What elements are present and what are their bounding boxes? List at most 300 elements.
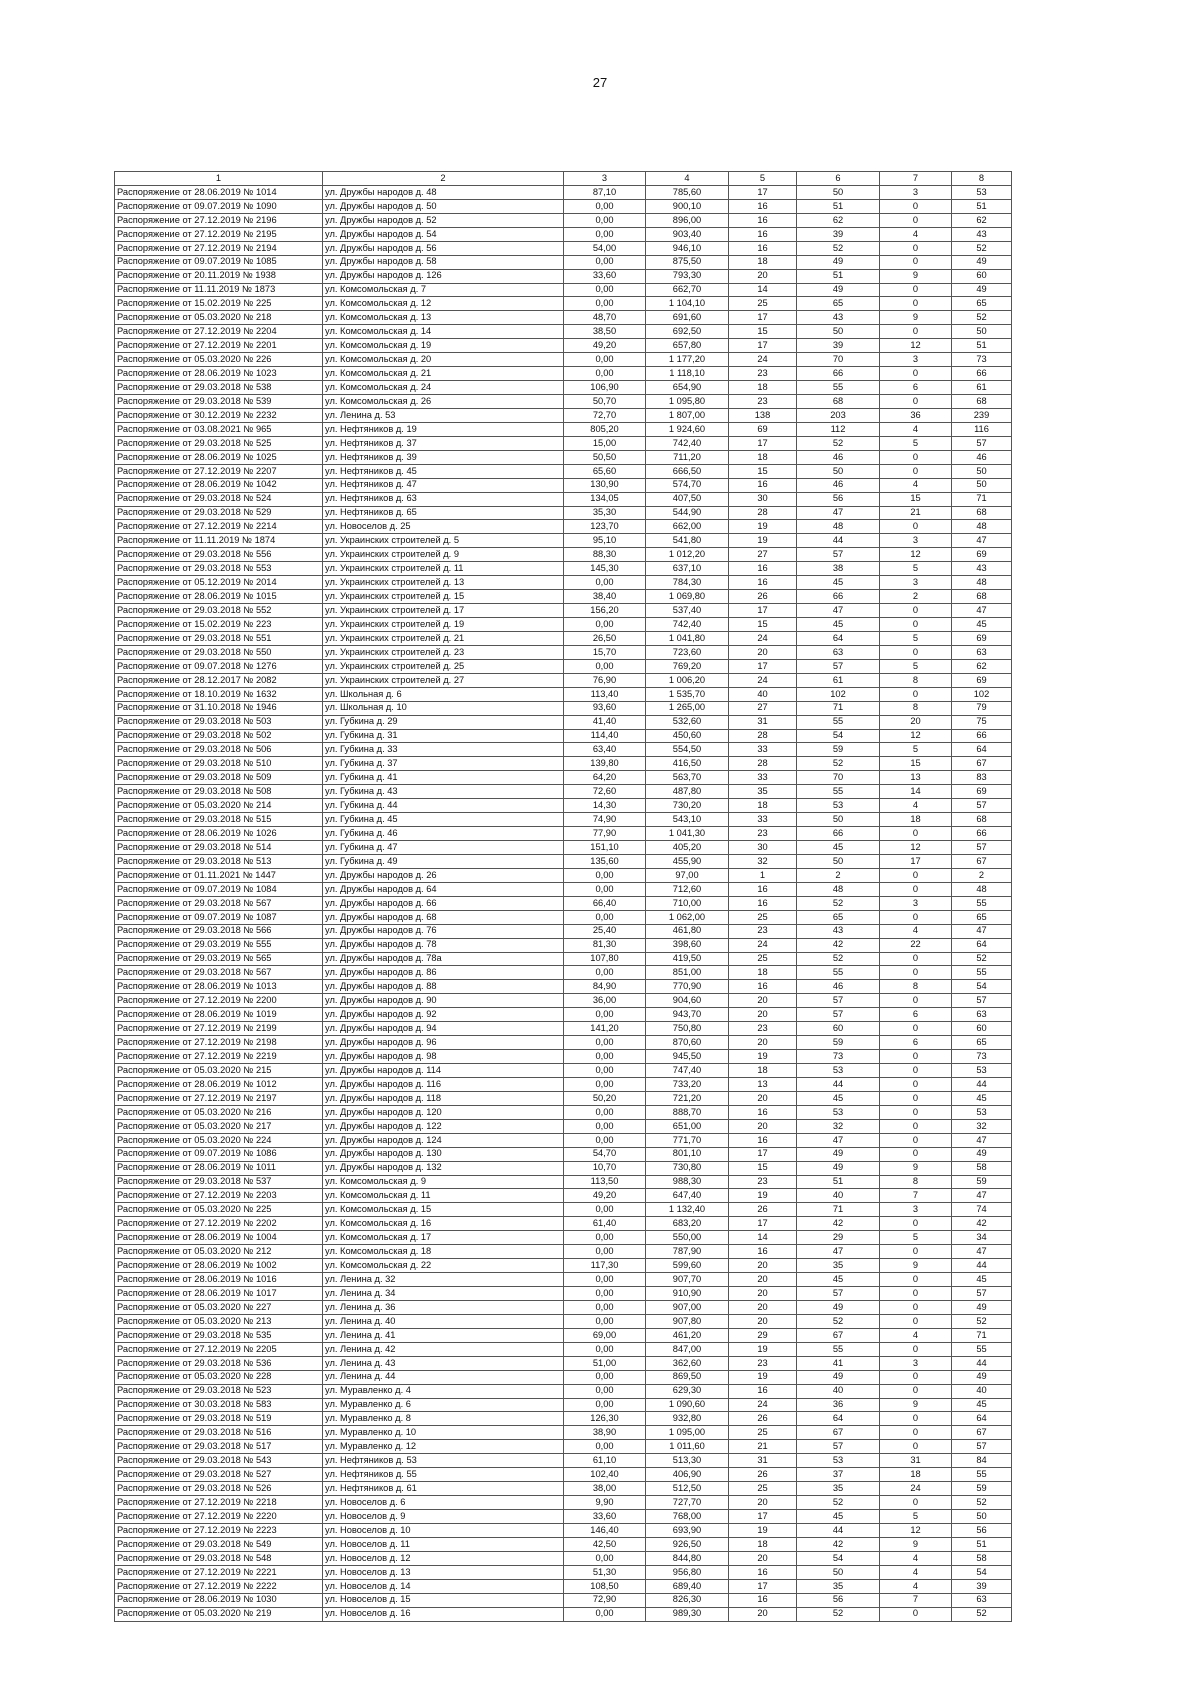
document-cell: Распоряжение от 27.12.2019 № 2201 [115, 339, 323, 353]
value-cell-7: 0 [880, 464, 952, 478]
address-cell: ул. Губкина д. 31 [323, 729, 564, 743]
value-cell-8: 46 [952, 450, 1012, 464]
value-cell-4: 554,50 [646, 743, 729, 757]
document-cell: Распоряжение от 28.06.2019 № 1015 [115, 590, 323, 604]
value-cell-7: 0 [880, 450, 952, 464]
value-cell-7: 5 [880, 436, 952, 450]
value-cell-4: 654,90 [646, 381, 729, 395]
document-cell: Распоряжение от 29.03.2018 № 566 [115, 924, 323, 938]
document-cell: Распоряжение от 05.03.2020 № 217 [115, 1119, 323, 1133]
value-cell-8: 47 [952, 1245, 1012, 1259]
value-cell-8: 49 [952, 1370, 1012, 1384]
value-cell-6: 50 [797, 325, 880, 339]
document-cell: Распоряжение от 09.07.2019 № 1086 [115, 1147, 323, 1161]
table-row [115, 464, 1012, 478]
value-cell-4: 1 069,80 [646, 590, 729, 604]
value-cell-5: 20 [729, 269, 797, 283]
value-cell-7: 0 [880, 1050, 952, 1064]
value-cell-6: 46 [797, 980, 880, 994]
document-cell: Распоряжение от 29.03.2019 № 555 [115, 938, 323, 952]
value-cell-7: 0 [880, 1245, 952, 1259]
document-cell: Распоряжение от 28.06.2019 № 1002 [115, 1259, 323, 1273]
value-cell-3: 0,00 [564, 255, 646, 269]
value-cell-4: 416,50 [646, 757, 729, 771]
value-cell-8: 71 [952, 492, 1012, 506]
value-cell-5: 26 [729, 590, 797, 604]
value-cell-4: 907,70 [646, 1273, 729, 1287]
value-cell-4: 1 006,20 [646, 673, 729, 687]
value-cell-6: 32 [797, 1119, 880, 1133]
value-cell-8: 73 [952, 1050, 1012, 1064]
table-row [115, 492, 1012, 506]
value-cell-8: 52 [952, 241, 1012, 255]
value-cell-7: 0 [880, 520, 952, 534]
value-cell-4: 1 095,80 [646, 395, 729, 409]
value-cell-4: 541,80 [646, 534, 729, 548]
value-cell-7: 0 [880, 966, 952, 980]
document-cell: Распоряжение от 29.03.2018 № 552 [115, 604, 323, 618]
value-cell-4: 956,80 [646, 1565, 729, 1579]
value-cell-7: 4 [880, 1328, 952, 1342]
value-cell-3: 95,10 [564, 534, 646, 548]
document-cell: Распоряжение от 29.03.2018 № 551 [115, 631, 323, 645]
table-row [115, 422, 1012, 436]
table-row [115, 1064, 1012, 1078]
value-cell-4: 461,20 [646, 1328, 729, 1342]
value-cell-8: 64 [952, 938, 1012, 952]
table-row [115, 631, 1012, 645]
value-cell-7: 8 [880, 673, 952, 687]
document-cell: Распоряжение от 27.12.2019 № 2202 [115, 1217, 323, 1231]
table-row [115, 1510, 1012, 1524]
value-cell-6: 36 [797, 1398, 880, 1412]
value-cell-3: 38,40 [564, 590, 646, 604]
address-cell: ул. Дружбы народов д. 68 [323, 910, 564, 924]
value-cell-5: 18 [729, 799, 797, 813]
value-cell-3: 0,00 [564, 659, 646, 673]
address-cell: ул. Новоселов д. 14 [323, 1579, 564, 1593]
value-cell-3: 113,50 [564, 1175, 646, 1189]
value-cell-7: 5 [880, 562, 952, 576]
value-cell-5: 28 [729, 757, 797, 771]
value-cell-7: 0 [880, 1440, 952, 1454]
value-cell-3: 0,00 [564, 1008, 646, 1022]
value-cell-8: 53 [952, 185, 1012, 199]
document-cell: Распоряжение от 09.07.2018 № 1276 [115, 659, 323, 673]
document-cell: Распоряжение от 01.11.2021 № 1447 [115, 868, 323, 882]
value-cell-8: 71 [952, 1328, 1012, 1342]
value-cell-3: 134,05 [564, 492, 646, 506]
value-cell-7: 0 [880, 1077, 952, 1091]
document-cell: Распоряжение от 29.03.2018 № 537 [115, 1175, 323, 1189]
value-cell-3: 102,40 [564, 1468, 646, 1482]
value-cell-7: 18 [880, 1468, 952, 1482]
table-row [115, 1050, 1012, 1064]
table-row [115, 548, 1012, 562]
value-cell-3: 50,20 [564, 1091, 646, 1105]
value-cell-6: 50 [797, 1565, 880, 1579]
table-row [115, 966, 1012, 980]
value-cell-8: 49 [952, 1300, 1012, 1314]
value-cell-5: 17 [729, 1147, 797, 1161]
value-cell-3: 61,40 [564, 1217, 646, 1231]
value-cell-3: 113,40 [564, 687, 646, 701]
value-cell-5: 19 [729, 1370, 797, 1384]
table-row [115, 255, 1012, 269]
value-cell-5: 17 [729, 659, 797, 673]
value-cell-7: 15 [880, 492, 952, 506]
address-cell: ул. Ленина д. 42 [323, 1342, 564, 1356]
value-cell-3: 0,00 [564, 367, 646, 381]
table-row [115, 1398, 1012, 1412]
value-cell-5: 20 [729, 1091, 797, 1105]
value-cell-8: 68 [952, 506, 1012, 520]
value-cell-4: 629,30 [646, 1384, 729, 1398]
document-cell: Распоряжение от 15.02.2019 № 223 [115, 618, 323, 632]
document-cell: Распоряжение от 27.12.2019 № 2223 [115, 1523, 323, 1537]
value-cell-6: 63 [797, 645, 880, 659]
value-cell-5: 25 [729, 1426, 797, 1440]
value-cell-6: 67 [797, 1426, 880, 1440]
value-cell-6: 56 [797, 492, 880, 506]
value-cell-3: 0,00 [564, 1077, 646, 1091]
table-row [115, 283, 1012, 297]
value-cell-6: 42 [797, 938, 880, 952]
value-cell-5: 16 [729, 199, 797, 213]
value-cell-6: 48 [797, 520, 880, 534]
value-cell-5: 20 [729, 1273, 797, 1287]
value-cell-5: 24 [729, 938, 797, 952]
table-row [115, 395, 1012, 409]
address-cell: ул. Комсомольская д. 26 [323, 395, 564, 409]
address-cell: ул. Нефтяников д. 65 [323, 506, 564, 520]
value-cell-5: 18 [729, 450, 797, 464]
value-cell-7: 0 [880, 1607, 952, 1621]
value-cell-7: 15 [880, 757, 952, 771]
value-cell-4: 875,50 [646, 255, 729, 269]
table-row [115, 353, 1012, 367]
value-cell-7: 36 [880, 408, 952, 422]
address-cell: ул. Новоселов д. 11 [323, 1537, 564, 1551]
value-cell-7: 9 [880, 269, 952, 283]
value-cell-8: 57 [952, 994, 1012, 1008]
value-cell-4: 1 104,10 [646, 297, 729, 311]
document-cell: Распоряжение от 28.06.2019 № 1013 [115, 980, 323, 994]
table-row [115, 1231, 1012, 1245]
value-cell-5: 33 [729, 743, 797, 757]
address-cell: ул. Комсомольская д. 21 [323, 367, 564, 381]
value-cell-4: 907,00 [646, 1300, 729, 1314]
document-cell: Распоряжение от 27.12.2019 № 2203 [115, 1189, 323, 1203]
value-cell-5: 15 [729, 325, 797, 339]
table-row [115, 1370, 1012, 1384]
table-row [115, 1273, 1012, 1287]
address-cell: ул. Дружбы народов д. 48 [323, 185, 564, 199]
value-cell-6: 70 [797, 771, 880, 785]
table-row [115, 980, 1012, 994]
value-cell-8: 51 [952, 1537, 1012, 1551]
document-cell: Распоряжение от 29.03.2018 № 539 [115, 395, 323, 409]
value-cell-7: 0 [880, 1022, 952, 1036]
address-cell: ул. Ленина д. 53 [323, 408, 564, 422]
value-cell-4: 692,50 [646, 325, 729, 339]
table-row [115, 659, 1012, 673]
address-cell: ул. Дружбы народов д. 130 [323, 1147, 564, 1161]
address-cell: ул. Дружбы народов д. 132 [323, 1161, 564, 1175]
value-cell-8: 48 [952, 882, 1012, 896]
value-cell-7: 0 [880, 1287, 952, 1301]
value-cell-5: 14 [729, 283, 797, 297]
table-row [115, 1537, 1012, 1551]
value-cell-5: 17 [729, 1579, 797, 1593]
value-cell-4: 793,30 [646, 269, 729, 283]
address-cell: ул. Комсомольская д. 22 [323, 1259, 564, 1273]
value-cell-6: 51 [797, 269, 880, 283]
value-cell-3: 0,00 [564, 1036, 646, 1050]
address-cell: ул. Комсомольская д. 20 [323, 353, 564, 367]
value-cell-7: 0 [880, 1147, 952, 1161]
address-cell: ул. Дружбы народов д. 96 [323, 1036, 564, 1050]
table-row [115, 743, 1012, 757]
value-cell-5: 40 [729, 687, 797, 701]
value-cell-5: 27 [729, 548, 797, 562]
value-cell-5: 20 [729, 1287, 797, 1301]
value-cell-5: 24 [729, 631, 797, 645]
value-cell-6: 54 [797, 729, 880, 743]
value-cell-3: 0,00 [564, 1398, 646, 1412]
table-body [115, 185, 1012, 1621]
value-cell-8: 59 [952, 1482, 1012, 1496]
value-cell-8: 52 [952, 311, 1012, 325]
value-cell-3: 107,80 [564, 952, 646, 966]
value-cell-8: 43 [952, 227, 1012, 241]
value-cell-3: 0,00 [564, 199, 646, 213]
value-cell-6: 55 [797, 966, 880, 980]
value-cell-7: 0 [880, 241, 952, 255]
value-cell-3: 0,00 [564, 1607, 646, 1621]
value-cell-5: 20 [729, 1551, 797, 1565]
value-cell-5: 19 [729, 534, 797, 548]
value-cell-8: 47 [952, 1133, 1012, 1147]
table-row [115, 436, 1012, 450]
value-cell-8: 47 [952, 604, 1012, 618]
value-cell-7: 0 [880, 1064, 952, 1078]
document-cell: Распоряжение от 09.07.2019 № 1085 [115, 255, 323, 269]
value-cell-8: 54 [952, 980, 1012, 994]
table-row [115, 408, 1012, 422]
value-cell-3: 108,50 [564, 1579, 646, 1593]
address-cell: ул. Дружбы народов д. 78 [323, 938, 564, 952]
document-cell: Распоряжение от 28.06.2019 № 1011 [115, 1161, 323, 1175]
value-cell-4: 801,10 [646, 1147, 729, 1161]
value-cell-6: 52 [797, 1607, 880, 1621]
value-cell-6: 35 [797, 1259, 880, 1273]
value-cell-6: 55 [797, 715, 880, 729]
value-cell-6: 57 [797, 1440, 880, 1454]
table-row [115, 771, 1012, 785]
table-row [115, 757, 1012, 771]
value-cell-5: 24 [729, 1398, 797, 1412]
value-cell-6: 43 [797, 924, 880, 938]
value-cell-5: 20 [729, 645, 797, 659]
value-cell-5: 13 [729, 1077, 797, 1091]
address-cell: ул. Губкина д. 29 [323, 715, 564, 729]
address-cell: ул. Украинских строителей д. 19 [323, 618, 564, 632]
value-cell-5: 15 [729, 1161, 797, 1175]
value-cell-3: 87,10 [564, 185, 646, 199]
document-cell: Распоряжение от 27.12.2019 № 2196 [115, 213, 323, 227]
value-cell-3: 139,80 [564, 757, 646, 771]
table-row [115, 994, 1012, 1008]
value-cell-7: 0 [880, 1273, 952, 1287]
value-cell-6: 50 [797, 185, 880, 199]
value-cell-3: 72,60 [564, 785, 646, 799]
document-cell: Распоряжение от 27.12.2019 № 2204 [115, 325, 323, 339]
table-row [115, 1287, 1012, 1301]
value-cell-6: 52 [797, 241, 880, 255]
value-cell-4: 1 118,10 [646, 367, 729, 381]
value-cell-5: 17 [729, 311, 797, 325]
value-cell-3: 0,00 [564, 1119, 646, 1133]
value-cell-3: 54,00 [564, 241, 646, 255]
value-cell-4: 662,00 [646, 520, 729, 534]
document-cell: Распоряжение от 28.06.2019 № 1004 [115, 1231, 323, 1245]
value-cell-7: 7 [880, 1189, 952, 1203]
value-cell-5: 16 [729, 241, 797, 255]
value-cell-3: 49,20 [564, 1189, 646, 1203]
value-cell-3: 76,90 [564, 673, 646, 687]
value-cell-4: 1 012,20 [646, 548, 729, 562]
column-header: 6 [797, 172, 880, 186]
value-cell-8: 55 [952, 896, 1012, 910]
document-cell: Распоряжение от 29.03.2018 № 510 [115, 757, 323, 771]
value-cell-7: 3 [880, 1203, 952, 1217]
value-cell-4: 946,10 [646, 241, 729, 255]
address-cell: ул. Муравленко д. 10 [323, 1426, 564, 1440]
column-header: 2 [323, 172, 564, 186]
value-cell-5: 35 [729, 785, 797, 799]
value-cell-5: 1 [729, 868, 797, 882]
value-cell-7: 0 [880, 1300, 952, 1314]
table-row [115, 910, 1012, 924]
value-cell-4: 637,10 [646, 562, 729, 576]
value-cell-5: 28 [729, 506, 797, 520]
value-cell-3: 38,90 [564, 1426, 646, 1440]
value-cell-4: 512,50 [646, 1482, 729, 1496]
value-cell-4: 1 041,80 [646, 631, 729, 645]
value-cell-3: 114,40 [564, 729, 646, 743]
value-cell-4: 1 011,60 [646, 1440, 729, 1454]
value-cell-7: 22 [880, 938, 952, 952]
value-cell-3: 0,00 [564, 1300, 646, 1314]
value-cell-8: 48 [952, 576, 1012, 590]
value-cell-5: 19 [729, 1189, 797, 1203]
value-cell-6: 51 [797, 1175, 880, 1189]
address-cell: ул. Нефтяников д. 45 [323, 464, 564, 478]
value-cell-4: 689,40 [646, 1579, 729, 1593]
address-cell: ул. Комсомольская д. 24 [323, 381, 564, 395]
value-cell-5: 16 [729, 1105, 797, 1119]
document-cell: Распоряжение от 29.03.2018 № 529 [115, 506, 323, 520]
address-cell: ул. Дружбы народов д. 118 [323, 1091, 564, 1105]
document-cell: Распоряжение от 03.08.2021 № 965 [115, 422, 323, 436]
value-cell-5: 20 [729, 1607, 797, 1621]
value-cell-4: 487,80 [646, 785, 729, 799]
document-cell: Распоряжение от 27.12.2019 № 2197 [115, 1091, 323, 1105]
document-cell: Распоряжение от 29.03.2018 № 548 [115, 1551, 323, 1565]
address-cell: ул. Новоселов д. 13 [323, 1565, 564, 1579]
column-header: 1 [115, 172, 323, 186]
value-cell-6: 52 [797, 952, 880, 966]
value-cell-4: 907,80 [646, 1314, 729, 1328]
table-row [115, 241, 1012, 255]
value-cell-6: 61 [797, 673, 880, 687]
value-cell-6: 64 [797, 1412, 880, 1426]
value-cell-3: 36,00 [564, 994, 646, 1008]
document-cell: Распоряжение от 28.12.2017 № 2082 [115, 673, 323, 687]
value-cell-8: 40 [952, 1384, 1012, 1398]
table-row [115, 604, 1012, 618]
value-cell-4: 1 090,60 [646, 1398, 729, 1412]
address-cell: ул. Муравленко д. 8 [323, 1412, 564, 1426]
value-cell-7: 0 [880, 687, 952, 701]
value-cell-7: 0 [880, 827, 952, 841]
value-cell-4: 847,00 [646, 1342, 729, 1356]
value-cell-6: 57 [797, 659, 880, 673]
value-cell-5: 17 [729, 1510, 797, 1524]
table-row [115, 618, 1012, 632]
value-cell-6: 71 [797, 1203, 880, 1217]
value-cell-5: 16 [729, 980, 797, 994]
value-cell-7: 0 [880, 645, 952, 659]
value-cell-4: 826,30 [646, 1593, 729, 1607]
table-row [115, 1245, 1012, 1259]
table-row [115, 645, 1012, 659]
value-cell-4: 769,20 [646, 659, 729, 673]
table-row [115, 1077, 1012, 1091]
value-cell-8: 60 [952, 269, 1012, 283]
document-cell: Распоряжение от 29.03.2018 № 524 [115, 492, 323, 506]
value-cell-6: 46 [797, 450, 880, 464]
value-cell-8: 69 [952, 785, 1012, 799]
value-cell-5: 16 [729, 896, 797, 910]
document-cell: Распоряжение от 05.03.2020 № 214 [115, 799, 323, 813]
value-cell-6: 47 [797, 604, 880, 618]
table-row [115, 1426, 1012, 1440]
value-cell-8: 79 [952, 701, 1012, 715]
value-cell-6: 57 [797, 994, 880, 1008]
value-cell-3: 0,00 [564, 618, 646, 632]
value-cell-7: 12 [880, 339, 952, 353]
value-cell-5: 25 [729, 297, 797, 311]
address-cell: ул. Дружбы народов д. 78а [323, 952, 564, 966]
value-cell-3: 123,70 [564, 520, 646, 534]
value-cell-8: 57 [952, 436, 1012, 450]
document-cell: Распоряжение от 27.12.2019 № 2214 [115, 520, 323, 534]
value-cell-8: 47 [952, 924, 1012, 938]
address-cell: ул. Дружбы народов д. 58 [323, 255, 564, 269]
value-cell-7: 8 [880, 701, 952, 715]
value-cell-5: 18 [729, 1537, 797, 1551]
address-cell: ул. Комсомольская д. 17 [323, 1231, 564, 1245]
document-cell: Распоряжение от 20.11.2019 № 1938 [115, 269, 323, 283]
value-cell-4: 537,40 [646, 604, 729, 618]
table-row [115, 1300, 1012, 1314]
address-cell: ул. Новоселов д. 25 [323, 520, 564, 534]
value-cell-8: 69 [952, 548, 1012, 562]
value-cell-4: 1 177,20 [646, 353, 729, 367]
document-cell: Распоряжение от 29.03.2018 № 515 [115, 813, 323, 827]
